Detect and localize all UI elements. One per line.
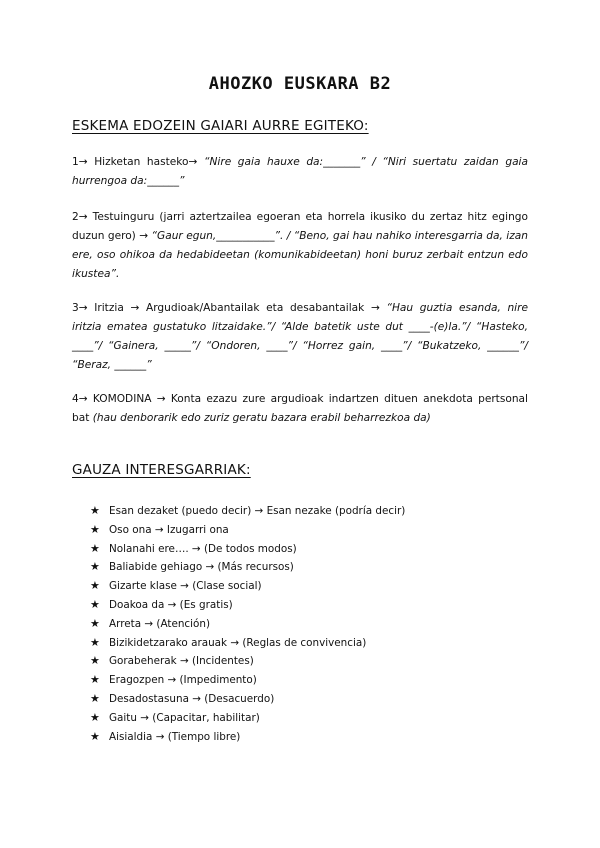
section-heading-interesting: GAUZA INTERESGARRIAK:: [72, 462, 251, 478]
list-item: [90, 596, 405, 615]
star-icon: ★: [90, 541, 100, 555]
star-icon: ★: [90, 522, 100, 536]
list-item-text: Nolanahi ere…. → (De todos modos): [109, 542, 297, 555]
vocabulary-list: [90, 502, 405, 746]
star-icon: ★: [90, 504, 100, 517]
list-item-text: Desadostasuna → (Desacuerdo): [109, 692, 275, 705]
page-title: AHOZKO EUSKARA B2: [208, 74, 392, 94]
list-item: [90, 728, 405, 747]
step-1-example: “Nire gaia hauxe da:_______” / “Niri suertatu zaidan gaia hurrengoa da:______”: [72, 156, 528, 187]
star-icon: ★: [90, 560, 100, 574]
star-icon: ★: [90, 635, 100, 649]
step-4-text: 4→ KOMODINA → Konta ezazu zure argudioak indartzen dituen anekdota pertsonal bat: [72, 393, 528, 424]
list-item-text: Oso ona → Izugarri ona: [109, 523, 229, 536]
list-item: [90, 652, 405, 671]
section-heading-scheme: ESKEMA EDOZEIN GAIARI AURRE EGITEKO:: [72, 118, 369, 134]
list-item-text: Eragozpen → (Impedimento): [109, 674, 257, 687]
list-item-text: Aisialdia → (Tiempo libre): [109, 730, 241, 743]
list-item: [90, 709, 405, 728]
star-icon: ★: [90, 597, 100, 611]
step-2-paragraph: [72, 208, 528, 284]
step-2-text: 2→ Testuinguru (jarri aztertzailea egoeran eta horrela ikusiko du zertaz hitz egingo duzun gero) →: [72, 211, 528, 242]
star-icon: ★: [90, 710, 100, 724]
star-icon: ★: [90, 579, 100, 593]
step-3-paragraph: [72, 299, 528, 375]
list-item-text: Esan dezaket (puedo decir) → Esan nezake (podría decir): [109, 505, 406, 517]
list-item: [90, 540, 405, 559]
list-item: [90, 615, 405, 634]
list-item: [90, 690, 405, 709]
list-item: [90, 671, 405, 690]
list-item-text: Gorabeherak → (Incidentes): [109, 655, 254, 668]
list-item-text: Doakoa da → (Es gratis): [109, 598, 233, 611]
step-3-example: “Hau guztia esanda, nire iritzia ematea gustatuko litzaidake.”/ “Alde batetik uste dut ____-(e)la.”/ “Hasteko, ____”/ “Gainera, _____”/ “Ondoren, ____”/ “Horrez gain, ____”/ “Bukatzeko, ______”/ “Beraz, ______”: [72, 302, 528, 371]
step-2-example: “Gaur egun,___________”. / “Beno, gai hau nahiko interesgarria da, izan ere, oso ohikoa da hedabideetan (komunikabideetan) honi buruz zerbait entzun edo ikustea”.: [72, 230, 528, 280]
list-item-text: Arreta → (Atención): [109, 617, 211, 630]
star-icon: ★: [90, 654, 100, 668]
star-icon: ★: [90, 691, 100, 705]
step-4-paragraph: [72, 390, 528, 428]
step-1-text: 1→ Hizketan hasteko→: [72, 156, 204, 168]
step-1-paragraph: [72, 153, 528, 191]
list-item-text: Baliabide gehiago → (Más recursos): [109, 561, 294, 574]
step-4-note: (hau denborarik edo zuriz geratu bazara erabil beharrezkoa da): [92, 412, 431, 424]
list-item: [90, 521, 405, 540]
list-item-text: Gizarte klase → (Clase social): [109, 580, 262, 593]
list-item: [90, 577, 405, 596]
list-item: [90, 502, 405, 521]
star-icon: ★: [90, 616, 100, 630]
star-icon: ★: [90, 729, 100, 743]
list-item: [90, 558, 405, 577]
step-3-text: 3→ Iritzia → Argudioak/Abantailak eta desabantailak →: [72, 302, 387, 314]
list-item-text: Bizikidetzarako arauak → (Reglas de convivencia): [109, 636, 367, 649]
star-icon: ★: [90, 673, 100, 687]
list-item-text: Gaitu → (Capacitar, habilitar): [109, 711, 260, 724]
list-item: [90, 634, 405, 653]
